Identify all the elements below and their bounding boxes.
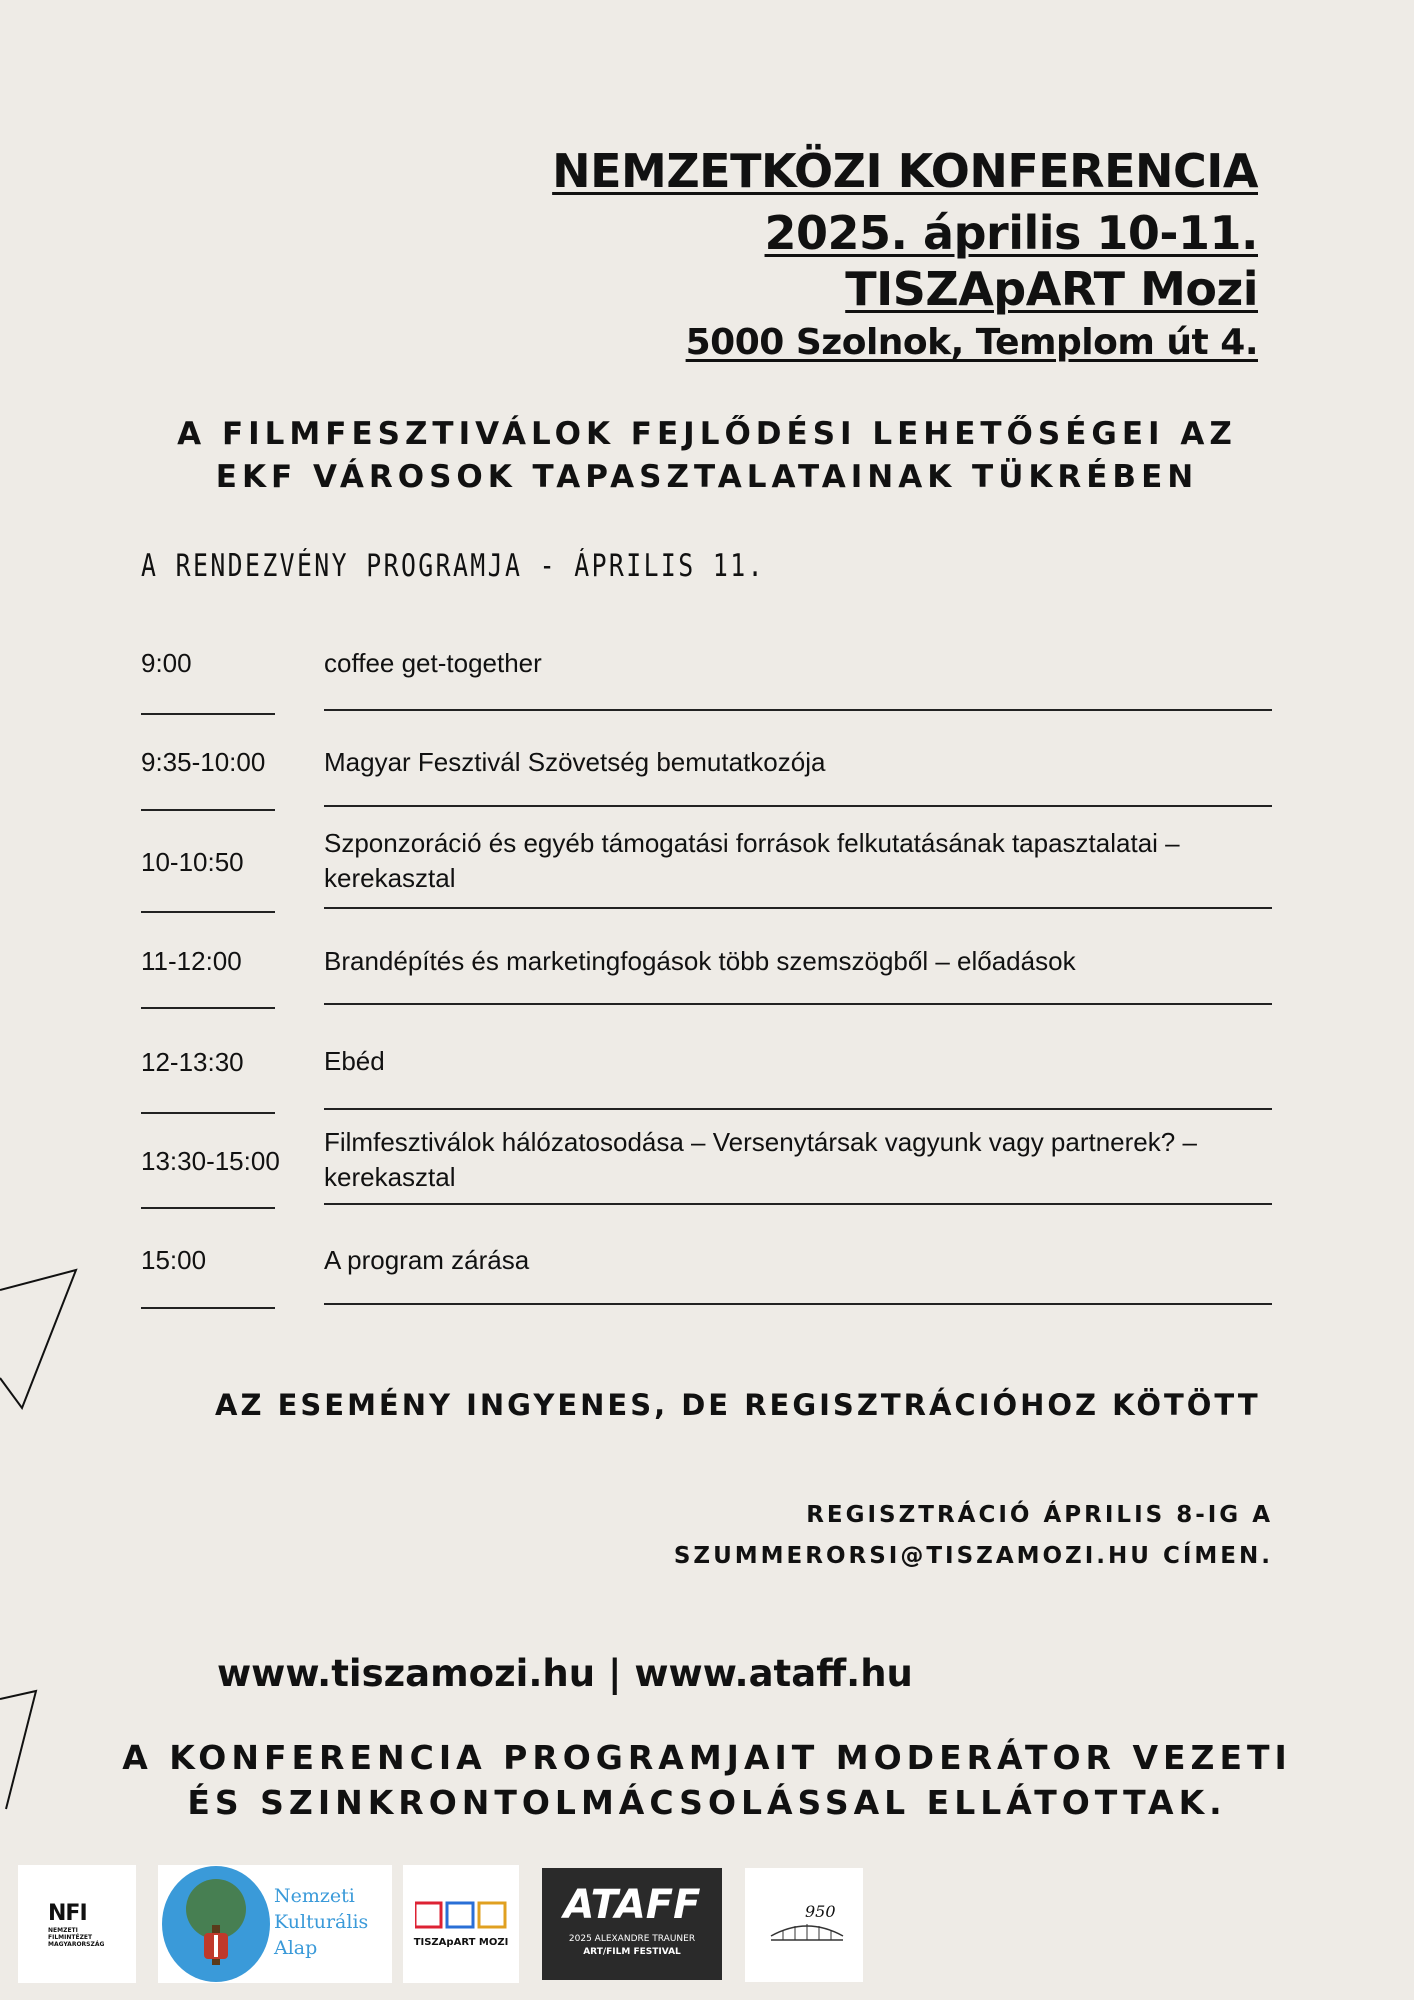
- website-links[interactable]: www.tiszamozi.hu | www.ataff.hu: [217, 1652, 913, 1695]
- divider: [324, 1003, 1272, 1005]
- moderator-line-1: A KONFERENCIA PROGRAMJAIT MODERÁTOR VEZETI: [122, 1738, 1292, 1777]
- nka-line-2: Kulturális: [274, 1911, 369, 1933]
- divider: [141, 1112, 275, 1114]
- moderator-line-2: ÉS SZINKRONTOLMÁCSOLÁSSAL ELLÁTOTTAK.: [187, 1783, 1227, 1822]
- program-heading: A RENDEZVÉNY PROGRAMJA - ÁPRILIS 11.: [141, 548, 765, 584]
- ataff-logo: [542, 1868, 722, 1980]
- divider: [141, 911, 275, 913]
- divider: [141, 1307, 275, 1309]
- nka-logo: [158, 1865, 392, 1983]
- anniversary-950-logo: [745, 1868, 863, 1982]
- moderator-note: [0, 1735, 1414, 1825]
- subtitle-line-1: A FILMFESZTIVÁLOK FEJLŐDÉSI LEHETŐSÉGEI AZ: [177, 416, 1237, 452]
- divider: [324, 1303, 1272, 1305]
- ataff-title: ATAFF: [563, 1882, 701, 1928]
- conference-title: NEMZETKÖZI KONFERENCIA: [552, 144, 1258, 198]
- conference-address: 5000 Szolnok, Templom út 4.: [685, 322, 1258, 363]
- schedule-time: 11-12:00: [141, 946, 242, 976]
- schedule-time: 10-10:50: [141, 847, 244, 877]
- decorative-triangle-outline: [0, 1260, 90, 1420]
- schedule-description: Filmfesztiválok hálózatosodása – Versenytársak vagyunk vagy partnerek? – kerekasztal: [324, 1127, 1197, 1192]
- conference-date: 2025. április 10-11.: [764, 206, 1258, 260]
- anniversary-number: 950: [805, 1902, 836, 1921]
- divider: [141, 713, 275, 715]
- nfi-logo-mark: NFI: [48, 1901, 87, 1926]
- schedule-description: Brandépítés és marketingfogások több szemszögből – előadások: [324, 946, 1076, 976]
- nka-line-3: Alap: [274, 1937, 318, 1959]
- schedule-description: Magyar Fesztivál Szövetség bemutatkozója: [324, 747, 826, 777]
- registration-deadline: REGISZTRÁCIÓ ÁPRILIS 8-IG A: [806, 1502, 1273, 1528]
- registration-email[interactable]: SZUMMERORSI@TISZAMOZI.HU CÍMEN.: [673, 1543, 1273, 1569]
- schedule-description: coffee get-together: [324, 648, 542, 678]
- schedule-time: 9:35-10:00: [141, 747, 266, 777]
- nka-tree-emblem: [160, 1865, 276, 1983]
- tiszapart-text: TISZApART MOZI: [413, 1937, 509, 1948]
- divider: [324, 1108, 1272, 1110]
- schedule-time: 13:30-15:00: [141, 1146, 280, 1176]
- schedule-time: 12-13:30: [141, 1047, 244, 1077]
- schedule-description: Szponzoráció és egyéb támogatási források felkutatásának tapasztalatai – kerekasztal: [324, 828, 1180, 893]
- nka-line-1: Nemzeti: [274, 1885, 355, 1907]
- ataff-subtitle-1: 2025 ALEXANDRE TRAUNER: [568, 1934, 696, 1944]
- schedule-description: Ebéd: [324, 1046, 385, 1076]
- nfi-logo: [18, 1865, 136, 1983]
- nfi-logo-text: NEMZETI FILMINTÉZET MAGYARORSZÁG: [48, 1927, 105, 1948]
- schedule-description: A program zárása: [324, 1245, 530, 1275]
- tiszapart-logo: [403, 1865, 519, 1983]
- bridge-sketch-icon: [769, 1918, 845, 1944]
- schedule-time: 9:00: [141, 648, 192, 678]
- free-event-note: AZ ESEMÉNY INGYENES, DE REGISZTRÁCIÓHOZ KÖTÖTT: [215, 1388, 1261, 1422]
- divider: [324, 1203, 1272, 1205]
- tiszapart-mark: [415, 1901, 507, 1931]
- divider: [324, 709, 1272, 711]
- divider: [324, 805, 1272, 807]
- conference-subtitle: [0, 413, 1414, 499]
- divider: [141, 809, 275, 811]
- subtitle-line-2: EKF VÁROSOK TAPASZTALATAINAK TÜKRÉBEN: [215, 459, 1199, 495]
- divider: [141, 1207, 275, 1209]
- conference-venue: TISZApART Mozi: [845, 262, 1258, 316]
- schedule-time: 15:00: [141, 1245, 207, 1275]
- divider: [141, 1007, 275, 1009]
- divider: [324, 907, 1272, 909]
- ataff-subtitle-2: ART/FILM FESTIVAL: [583, 1947, 681, 1957]
